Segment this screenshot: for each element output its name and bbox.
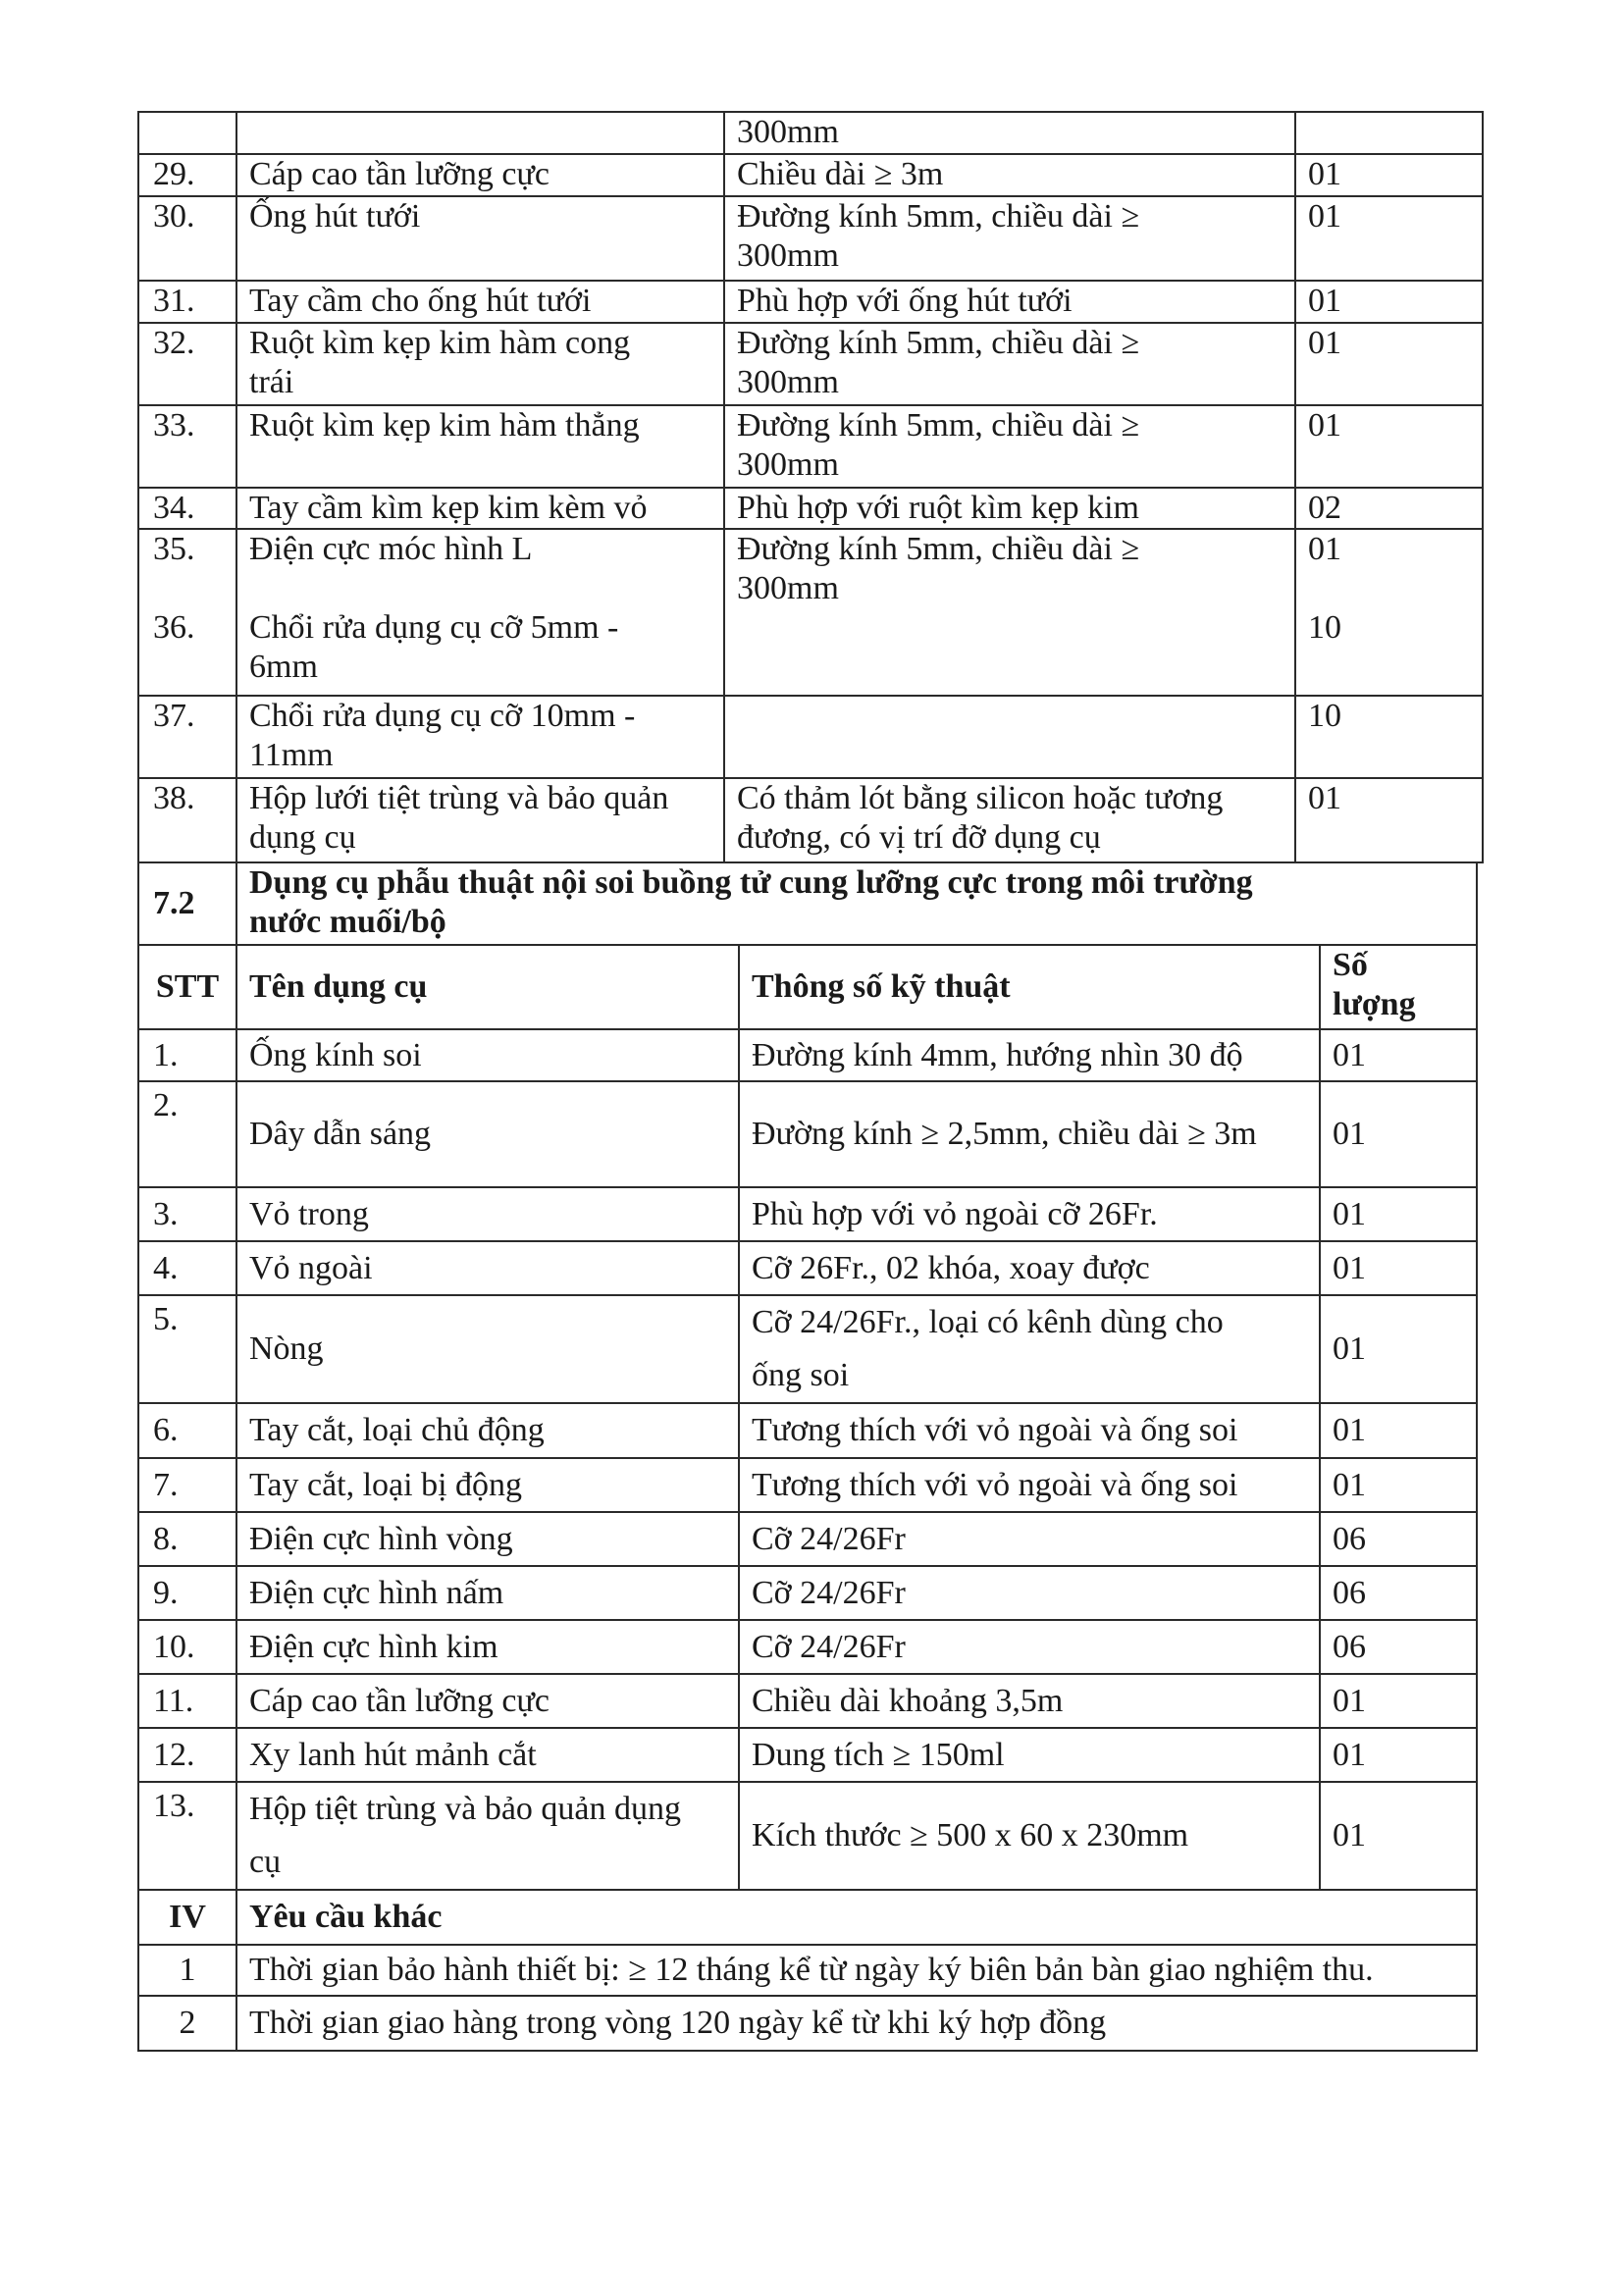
row-qty: 06 xyxy=(1320,1566,1477,1620)
table-row xyxy=(138,1945,1477,1996)
row-spec: Phù hợp với ruột kìm kẹp kim xyxy=(724,488,1295,529)
row-name: Tay cắt, loại bị động xyxy=(236,1458,739,1512)
row-spec: Chiều dài ≥ 3m xyxy=(724,154,1295,196)
row-stt: 4. xyxy=(138,1241,236,1295)
header-qty: Số lượng xyxy=(1320,945,1477,1029)
table-row xyxy=(138,1728,1477,1782)
section-number: IV xyxy=(138,1890,236,1945)
table-row xyxy=(138,1029,1477,1081)
table-row xyxy=(138,323,1483,405)
row-name: Chổi rửa dụng cụ cỡ 10mm - 11mm xyxy=(236,696,724,778)
row-name: Cáp cao tần lưỡng cực xyxy=(236,154,724,196)
row-stt: 36. xyxy=(153,609,195,646)
row-spec: Đường kính 5mm, chiều dài ≥ 300mm xyxy=(724,529,1295,696)
table-row xyxy=(138,112,1483,154)
table-row xyxy=(138,154,1483,196)
row-stt-pair xyxy=(138,529,236,696)
header-stt: STT xyxy=(138,945,236,1029)
row-qty: 01 xyxy=(1320,1295,1477,1403)
row-stt: 1. xyxy=(138,1029,236,1081)
section-title: Dụng cụ phẫu thuật nội soi buồng tử cung lưỡng cực trong môi trường nước muối/bộ xyxy=(236,862,1477,945)
table-row xyxy=(138,405,1483,488)
row-qty: 01 xyxy=(1295,323,1483,405)
row-stt: 30. xyxy=(138,196,236,281)
hysteroscopy-instrument-table xyxy=(137,861,1478,2052)
row-qty: 01 xyxy=(1295,778,1483,862)
row-stt: 2 xyxy=(138,1996,236,2051)
row-name: Điện cực móc hình L xyxy=(249,531,533,567)
row-stt: 1 xyxy=(138,1945,236,1996)
table-row xyxy=(138,778,1483,862)
table-row xyxy=(138,1081,1477,1187)
row-name: Vỏ trong xyxy=(236,1187,739,1241)
row-name: Ruột kìm kẹp kim hàm thẳng xyxy=(236,405,724,488)
table-row xyxy=(138,1458,1477,1512)
row-spec: Kích thước ≥ 500 x 60 x 230mm xyxy=(739,1782,1320,1890)
section-header-row xyxy=(138,1890,1477,1945)
row-spec: Đường kính 5mm, chiều dài ≥ 300mm xyxy=(724,196,1295,281)
row-qty: 06 xyxy=(1320,1620,1477,1674)
row-stt: 37. xyxy=(138,696,236,778)
table-row xyxy=(138,529,1483,696)
row-stt: 5. xyxy=(138,1295,236,1403)
row-qty xyxy=(1295,112,1483,154)
row-stt: 8. xyxy=(138,1512,236,1566)
row-stt: 32. xyxy=(138,323,236,405)
row-spec: 300mm xyxy=(724,112,1295,154)
header-spec: Thông số kỹ thuật xyxy=(739,945,1320,1029)
table-row xyxy=(138,1674,1477,1728)
header-name: Tên dụng cụ xyxy=(236,945,739,1029)
table-row xyxy=(138,1566,1477,1620)
row-spec: Tương thích với vỏ ngoài và ống soi xyxy=(739,1403,1320,1458)
row-stt: 35. xyxy=(153,531,195,567)
row-qty: 06 xyxy=(1320,1512,1477,1566)
row-spec: Chiều dài khoảng 3,5m xyxy=(739,1674,1320,1728)
row-spec xyxy=(724,696,1295,778)
row-qty: 01 xyxy=(1320,1187,1477,1241)
row-qty: 01 xyxy=(1320,1782,1477,1890)
row-stt xyxy=(138,112,236,154)
row-name: Xy lanh hút mảnh cắt xyxy=(236,1728,739,1782)
row-qty-pair xyxy=(1295,529,1483,696)
table-row xyxy=(138,696,1483,778)
row-qty: 01 xyxy=(1320,1674,1477,1728)
row-stt: 9. xyxy=(138,1566,236,1620)
row-qty: 01 xyxy=(1320,1458,1477,1512)
row-name: Vỏ ngoài xyxy=(236,1241,739,1295)
row-name-pair xyxy=(236,529,724,696)
row-qty: 02 xyxy=(1295,488,1483,529)
table-row xyxy=(138,488,1483,529)
row-spec: Đường kính ≥ 2,5mm, chiều dài ≥ 3m xyxy=(739,1081,1320,1187)
row-qty: 01 xyxy=(1320,1029,1477,1081)
column-header-row xyxy=(138,945,1477,1029)
equipment-table-continued xyxy=(137,111,1484,863)
row-stt: 11. xyxy=(138,1674,236,1728)
table-row xyxy=(138,1187,1477,1241)
row-name xyxy=(236,112,724,154)
row-spec: Đường kính 5mm, chiều dài ≥ 300mm xyxy=(724,323,1295,405)
row-stt: 6. xyxy=(138,1403,236,1458)
section-number: 7.2 xyxy=(138,862,236,945)
table-row xyxy=(138,1996,1477,2051)
row-spec: Tương thích với vỏ ngoài và ống soi xyxy=(739,1458,1320,1512)
row-name: Cáp cao tần lưỡng cực xyxy=(236,1674,739,1728)
row-stt: 31. xyxy=(138,281,236,323)
row-qty: 01 xyxy=(1295,154,1483,196)
row-name: Nòng xyxy=(236,1295,739,1403)
row-name: Hộp tiệt trùng và bảo quản dụng cụ xyxy=(236,1782,739,1890)
row-qty: 10 xyxy=(1295,696,1483,778)
row-spec: Cỡ 24/26Fr xyxy=(739,1566,1320,1620)
table-row xyxy=(138,1512,1477,1566)
row-qty: 10 xyxy=(1308,609,1341,646)
row-spec: Đường kính 5mm, chiều dài ≥ 300mm xyxy=(724,405,1295,488)
row-qty: 01 xyxy=(1320,1081,1477,1187)
row-name: Điện cực hình vòng xyxy=(236,1512,739,1566)
row-stt: 2. xyxy=(138,1081,236,1187)
row-name: Tay cầm kìm kẹp kim kèm vỏ xyxy=(236,488,724,529)
row-stt: 3. xyxy=(138,1187,236,1241)
row-qty: 01 xyxy=(1295,281,1483,323)
table-row xyxy=(138,281,1483,323)
row-qty: 01 xyxy=(1320,1403,1477,1458)
table-row xyxy=(138,1295,1477,1403)
table-row xyxy=(138,1403,1477,1458)
table-row xyxy=(138,1620,1477,1674)
row-spec: Đường kính 4mm, hướng nhìn 30 độ xyxy=(739,1029,1320,1081)
row-spec: Cỡ 24/26Fr xyxy=(739,1512,1320,1566)
row-stt: 34. xyxy=(138,488,236,529)
row-qty: 01 xyxy=(1320,1241,1477,1295)
row-stt: 7. xyxy=(138,1458,236,1512)
row-name: Tay cắt, loại chủ động xyxy=(236,1403,739,1458)
row-spec: Phù hợp với ống hút tưới xyxy=(724,281,1295,323)
row-text: Thời gian giao hàng trong vòng 120 ngày kể từ khi ký hợp đồng xyxy=(236,1996,1477,2051)
row-spec: Cỡ 24/26Fr., loại có kênh dùng cho ống soi xyxy=(739,1295,1320,1403)
row-name: Dây dẫn sáng xyxy=(236,1081,739,1187)
row-qty: 01 xyxy=(1295,196,1483,281)
row-name: Ống hút tưới xyxy=(236,196,724,281)
row-spec: Có thảm lót bằng silicon hoặc tương đương, có vị trí đỡ dụng cụ xyxy=(724,778,1295,862)
row-spec: Cỡ 24/26Fr xyxy=(739,1620,1320,1674)
row-name: Điện cực hình nấm xyxy=(236,1566,739,1620)
section-header-row xyxy=(138,862,1477,945)
row-stt: 10. xyxy=(138,1620,236,1674)
table-row xyxy=(138,1241,1477,1295)
row-name: Chổi rửa dụng cụ cỡ 5mm - 6mm xyxy=(249,609,619,685)
row-qty: 01 xyxy=(1295,405,1483,488)
table-row xyxy=(138,1782,1477,1890)
row-text: Thời gian bảo hành thiết bị: ≥ 12 tháng kể từ ngày ký biên bản bàn giao nghiệm thu. xyxy=(236,1945,1477,1996)
row-name: Tay cầm cho ống hút tưới xyxy=(236,281,724,323)
row-spec: Cỡ 26Fr., 02 khóa, xoay được xyxy=(739,1241,1320,1295)
row-spec: Dung tích ≥ 150ml xyxy=(739,1728,1320,1782)
row-name: Ống kính soi xyxy=(236,1029,739,1081)
section-title: Yêu cầu khác xyxy=(236,1890,1477,1945)
row-stt: 38. xyxy=(138,778,236,862)
row-spec: Phù hợp với vỏ ngoài cỡ 26Fr. xyxy=(739,1187,1320,1241)
row-name: Ruột kìm kẹp kim hàm cong trái xyxy=(236,323,724,405)
row-name: Hộp lưới tiệt trùng và bảo quản dụng cụ xyxy=(236,778,724,862)
row-stt: 13. xyxy=(138,1782,236,1890)
row-name: Điện cực hình kim xyxy=(236,1620,739,1674)
row-qty: 01 xyxy=(1308,531,1341,567)
row-stt: 12. xyxy=(138,1728,236,1782)
row-stt: 33. xyxy=(138,405,236,488)
row-qty: 01 xyxy=(1320,1728,1477,1782)
table-row xyxy=(138,196,1483,281)
row-stt: 29. xyxy=(138,154,236,196)
